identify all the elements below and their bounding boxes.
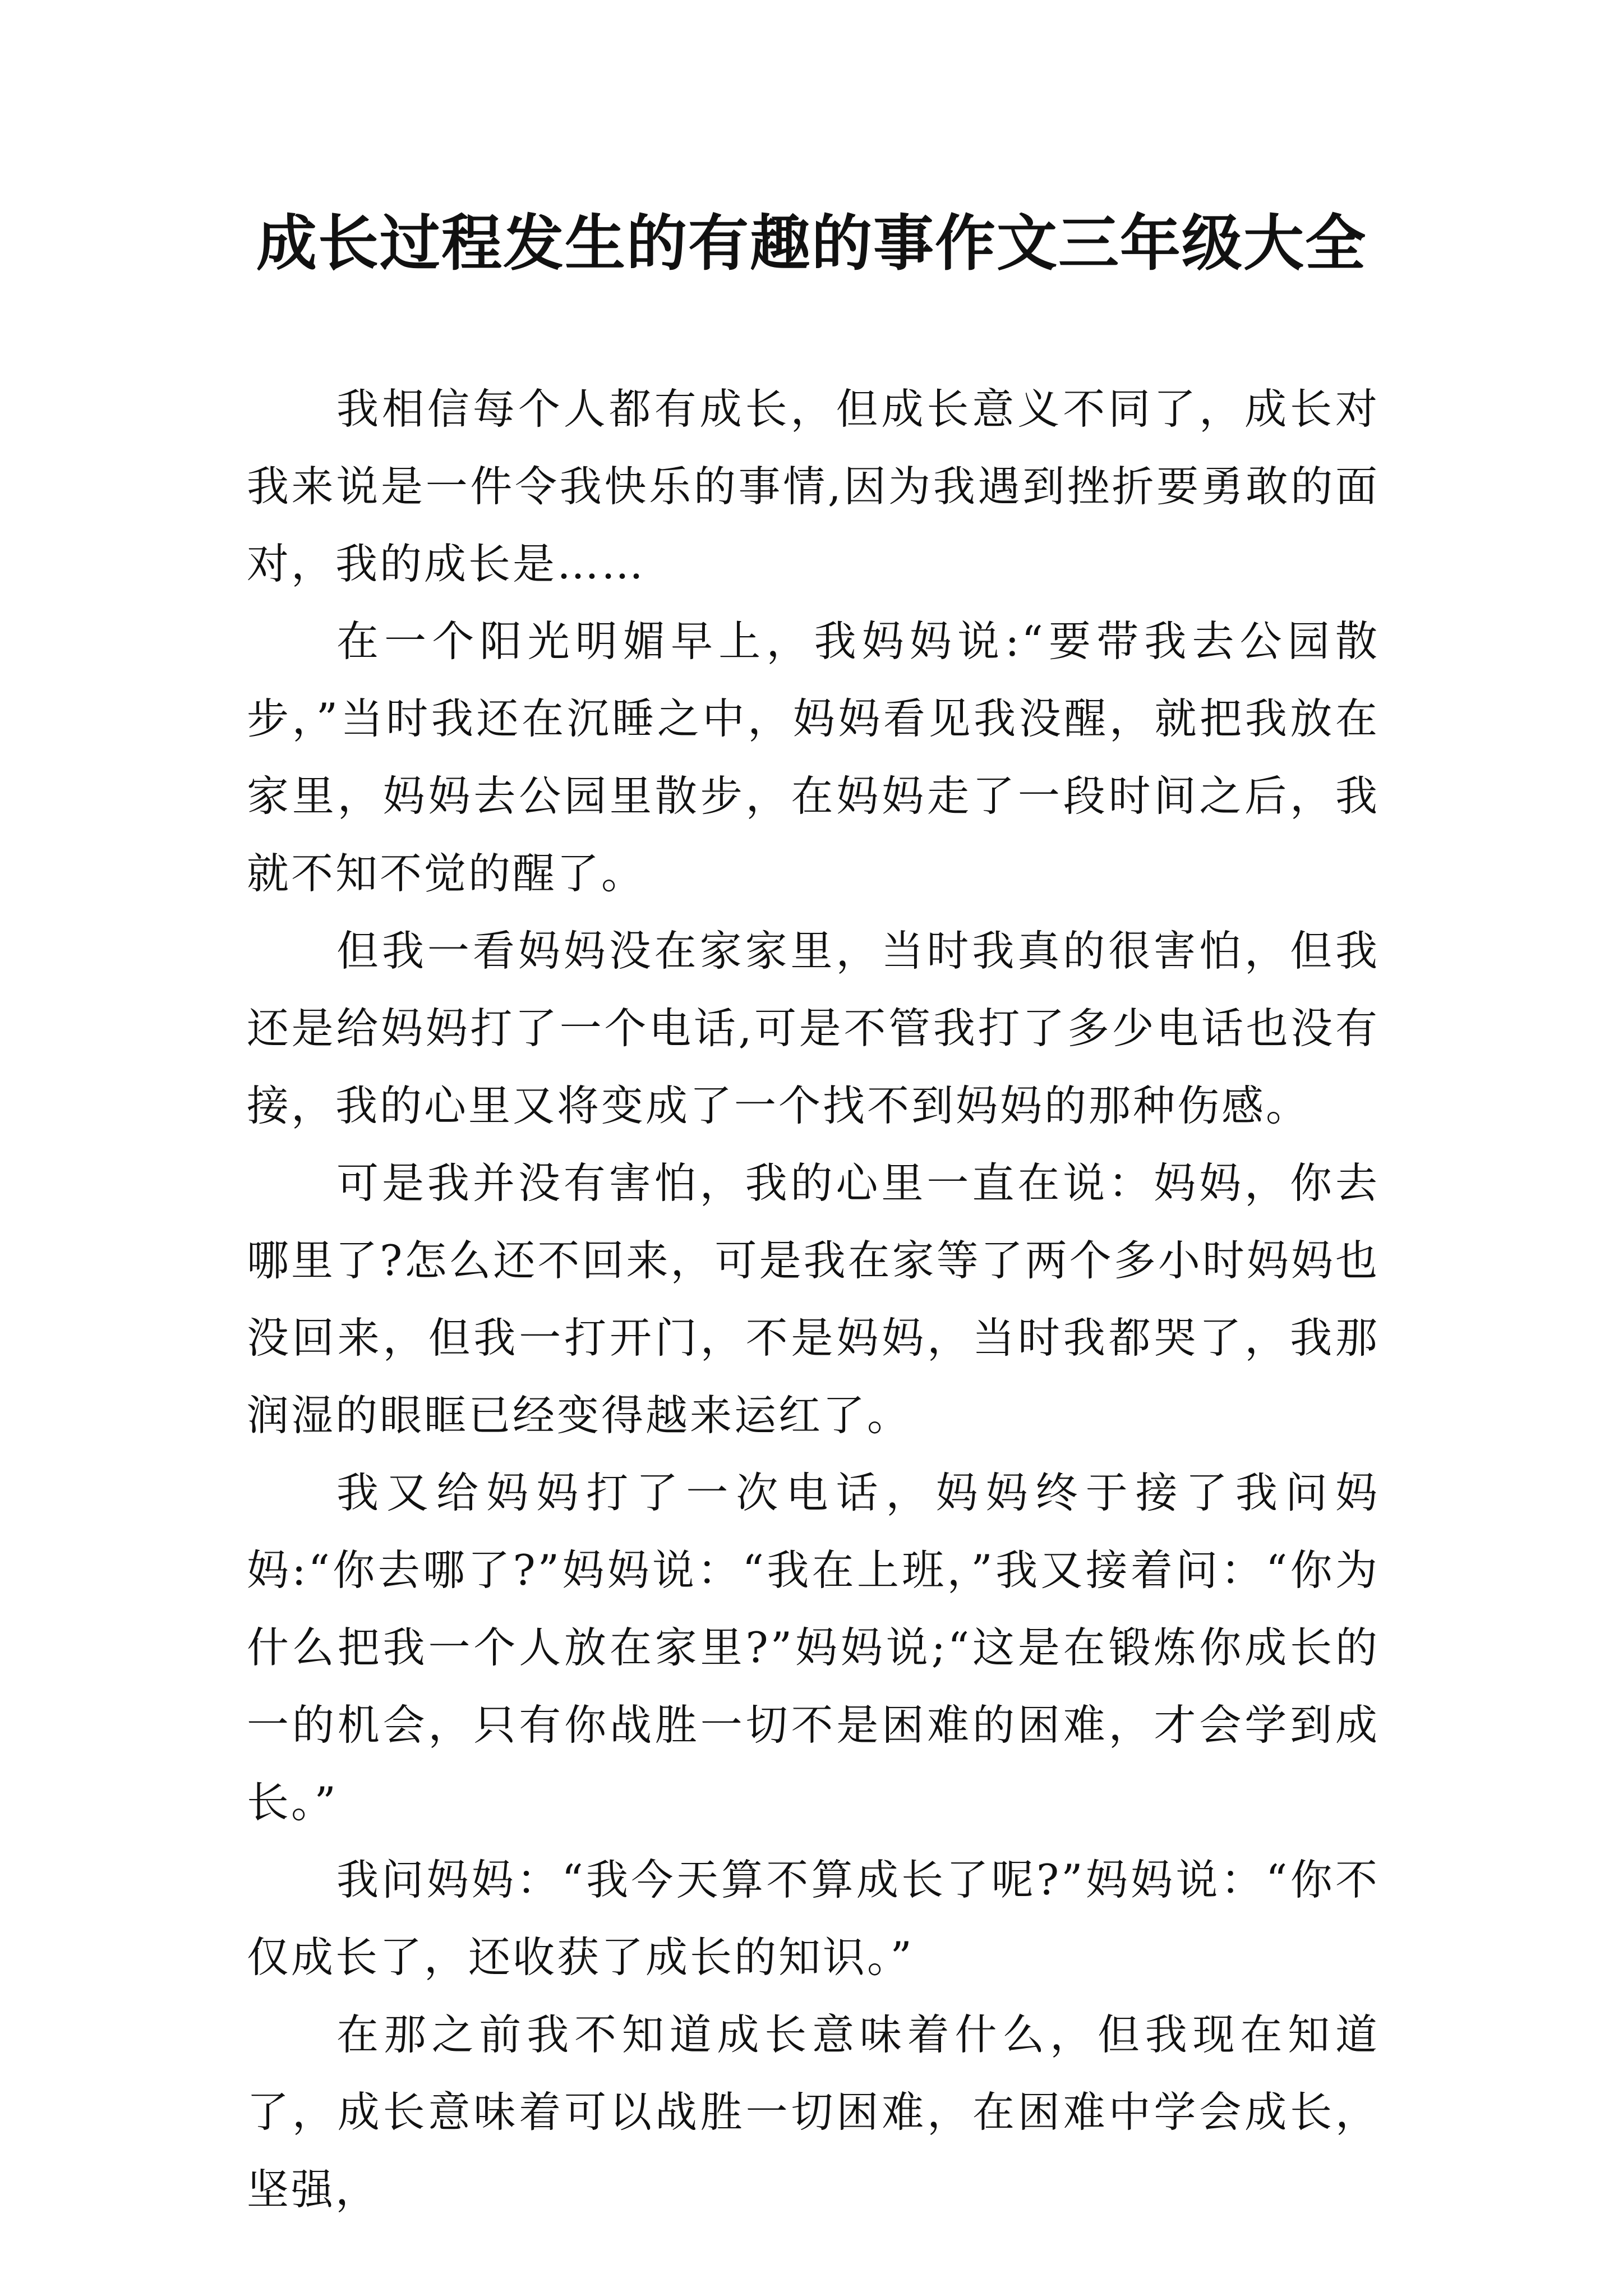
document-title: 成长过程发生的有趣的事作文三年级大全 — [256, 209, 1367, 279]
paragraph-6: 我问妈妈：“我今天算不算成长了呢?”妈妈说：“你不仅成长了，还收获了成长的知识。” — [247, 1855, 1380, 1982]
paragraph-1: 我相信每个人都有成长，但成长意义不同了，成长对我来说是一件令我快乐的事情,因为我遇到挫折要勇敢的面对，我的成长是…… — [247, 384, 1380, 588]
paragraph-7: 在那之前我不知道成长意味着什么，但我现在知道了，成长意味着可以战胜一切困难，在困难中学会成长，坚强， — [247, 2010, 1380, 2214]
paragraph-5: 我又给妈妈打了一次电话，妈妈终于接了我问妈妈:“你去哪了?”妈妈说：“我在上班，”我又接着问：“你为什么把我一个人放在家里?”妈妈说;“这是在锻炼你成长的一的机会，只有你战胜一切不是困难的困难，才会学到成长。” — [247, 1468, 1380, 1827]
paragraph-4: 可是我并没有害怕，我的心里一直在说：妈妈，你去哪里了?怎么还不回来，可是我在家等了两个多小时妈妈也没回来，但我一打开门，不是妈妈，当时我都哭了，我那润湿的眼眶已经变得越来运红了。 — [247, 1158, 1380, 1440]
paragraph-2: 在一个阳光明媚早上，我妈妈说:“要带我去公园散步，”当时我还在沉睡之中，妈妈看见我没醒，就把我放在家里，妈妈去公园里散步，在妈妈走了一段时间之后，我就不知不觉的醒了。 — [247, 616, 1380, 898]
paragraph-3: 但我一看妈妈没在家家里，当时我真的很害怕，但我还是给妈妈打了一个电话,可是不管我打了多少电话也没有接，我的心里又将变成了一个找不到妈妈的那种伤感。 — [247, 926, 1380, 1130]
document-body — [247, 370, 1380, 2228]
